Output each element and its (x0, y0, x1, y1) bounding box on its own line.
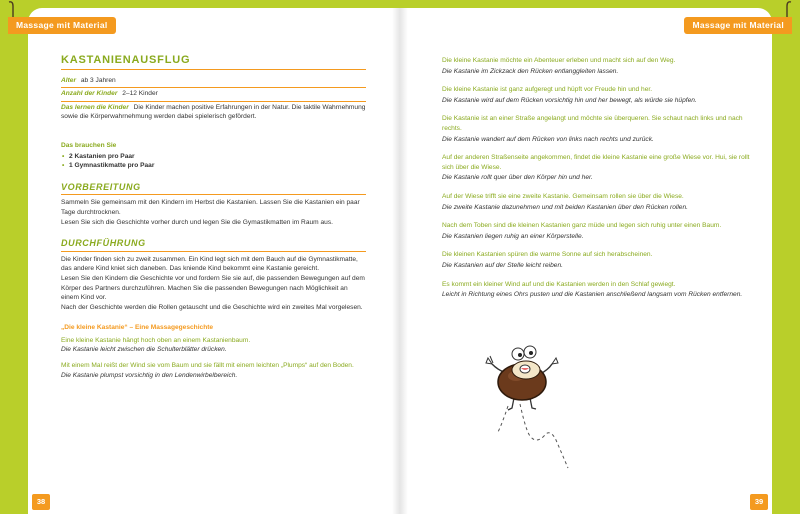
book-gutter (392, 8, 408, 514)
preparation-text: Sammeln Sie gemeinsam mit den Kindern im Herbst die Kastanien. Lassen Sie die Kastanien ein paar Tage durchtrocknen. (61, 199, 360, 216)
story-action: Die zweite Kastanie dazunehmen und mit beiden Kastanien über den Rücken rollen. (442, 203, 688, 211)
execution-text: Lesen Sie den Kindern die Geschichte vor und fordern Sie sie auf, die passenden Bewegungen auf dem Körper des Partners durchzuführen. Machen Sie die passenden Bewegungen nach Möglichkeit an einem Kind vor. (61, 274, 365, 302)
right-content (442, 56, 762, 309)
materials-list (61, 152, 366, 171)
story-line: Die kleine Kastanie ist ganz aufgeregt und hüpft vor Freude hin und her. (442, 86, 653, 94)
page-number-left: 38 (32, 494, 50, 510)
story-block (442, 192, 762, 212)
story-line: Eine kleine Kastanie hängt hoch oben an einem Kastanienbaum. (61, 336, 251, 344)
page-number-right: 39 (750, 494, 768, 510)
story-action: Die Kastanie wandert auf dem Rücken von links nach rechts und zurück. (442, 135, 654, 143)
story-block (442, 250, 762, 270)
story-block (442, 85, 762, 105)
story-action: Die Kastanie wird auf dem Rücken vorsichtig hin und her bewegt, als würde sie hüpfen. (442, 96, 697, 104)
list-item: • 2 Kastanien pro Paar (61, 152, 366, 162)
story-action: Die Kastanie rollt quer über den Körper hin und her. (442, 174, 593, 182)
story-line: Es kommt ein kleiner Wind auf und die Kastanien werden in den Schlaf gewiegt. (442, 280, 676, 288)
story-line: Mit einem Mal reißt der Wind sie vom Baum und sie fällt mit einem leichten „Plumps“ auf den Boden. (61, 362, 354, 370)
chestnut-mascot-illustration (478, 336, 578, 481)
learn-row (61, 102, 366, 124)
list-item: • 1 Gymnastikmatte pro Paar (61, 161, 366, 171)
story-line: Die Kastanie ist an einer Straße angelangt und möchte sie überqueren. Sie schaut nach links und nach rechts. (442, 115, 743, 132)
page-title: KASTANIENAUSFLUG (61, 56, 366, 70)
chapter-tag-right: Massage mit Material (684, 17, 792, 34)
story-action: Leicht in Richtung eines Ohrs pusten und die Kastanien anschließend langsam vom Rücken entfernen. (442, 291, 743, 299)
story-block (442, 221, 762, 241)
story-line: Die kleinen Kastanien spüren die warme Sonne auf sich herabscheinen. (442, 251, 653, 259)
story-title: „Die kleine Kastanie“ – Eine Massagegeschichte (61, 324, 214, 332)
section-title-execution: DURCHFÜHRUNG (61, 239, 366, 252)
learn-label: Das lernen die Kinder (61, 103, 129, 111)
age-row (61, 75, 366, 89)
chapter-tag-left: Massage mit Material (8, 17, 116, 34)
story-block (442, 280, 762, 300)
story-line: Auf der anderen Straßenseite angekommen, findet die kleine Kastanie eine große Wiese vor. Hui, sie rollt sich über die Wiese. (442, 154, 750, 171)
count-label: Anzahl der Kinder (61, 90, 118, 98)
story-action: Die Kastanien auf der Stelle leicht reiben. (442, 261, 563, 269)
story-action: Die Kastanie plumpst vorsichtig in den Lendenwirbelbereich. (61, 371, 238, 379)
story-action: Die Kastanie leicht zwischen die Schulterblätter drücken. (61, 346, 227, 354)
section-title-preparation: VORBEREITUNG (61, 183, 366, 196)
story-action: Die Kastanie im Zickzack den Rücken entlanggleiten lassen. (442, 67, 619, 75)
count-value: 2–12 Kinder (122, 90, 158, 98)
execution-text: Die Kinder finden sich zu zweit zusammen. Ein Kind legt sich mit dem Bauch auf die Gymnastikmatte, das andere Kind kniet sich daneben. Das kniende Kind bekommt eine Kastanie gereicht. (61, 255, 358, 273)
story-block (442, 56, 762, 76)
story-block (442, 153, 762, 183)
learn-value: Die Kinder machen positive Erfahrungen in der Natur. Die taktile Wahrnehmung sowie die Körperwahrnehmung werden dabei spielerisch gefördert. (61, 103, 366, 121)
preparation-text: Lesen Sie sich die Geschichte vorher durch und legen Sie die Gymastikmatten im Raum aus. (61, 218, 333, 226)
story-line: Auf der Wiese trifft sie eine zweite Kastanie. Gemeinsam rollen sie über die Wiese. (442, 192, 684, 200)
story-line: Die kleine Kastanie möchte ein Abenteuer erleben und macht sich auf den Weg. (442, 57, 676, 64)
story-action: Die Kastanien liegen ruhig an einer Körperstelle. (442, 232, 584, 240)
age-value: ab 3 Jahren (80, 76, 116, 84)
story-line: Nach dem Toben sind die kleinen Kastanien ganz müde und legen sich ruhig unter einen Baum. (442, 222, 722, 230)
story-block (442, 114, 762, 144)
count-row (61, 88, 366, 102)
age-label: Alter (61, 76, 77, 84)
materials-title: Das brauchen Sie (61, 141, 117, 149)
left-content (61, 56, 366, 380)
execution-text: Nach der Geschichte werden die Rollen getauscht und die Geschichte wird ein zweites Mal vorgelesen. (61, 303, 363, 311)
